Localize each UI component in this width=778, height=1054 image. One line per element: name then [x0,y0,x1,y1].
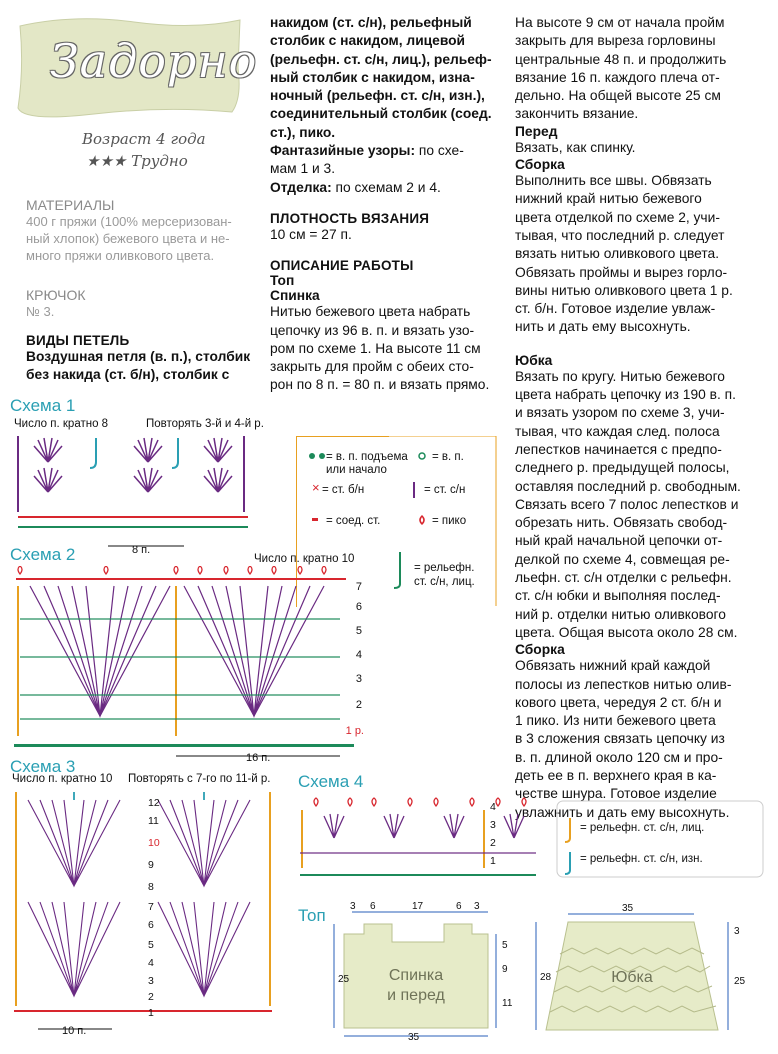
schema2-sc-row [16,578,346,580]
schema4-chart [294,796,544,888]
schema2-row-2: 2 [355,699,362,711]
back2-line-2: закрыть для выреза горловины [515,33,716,49]
stitches-line-3: накидом (ст. с/н), рельефный [270,15,472,30]
back2-line-5: дельно. На общей высоте 25 см [515,88,721,104]
schema3-repeat: Повторять с 7-го по 11-й р. [128,773,271,785]
top-diagram [330,898,520,1043]
assembly-line-6: Обвязать проймы и вырез горло- [515,264,728,280]
schema4-base-row [300,874,536,876]
assembly-line-3: цвета отделкой по схеме 2, учи- [515,209,720,225]
back2-line-3: центральные 48 п. и продолжить [515,51,727,67]
schema3-row-9: 9 [148,859,154,871]
legend-sc: = ст. б/н [322,484,365,496]
patterns-label: Фантазийные узоры: [270,143,416,159]
assembly2-line-5: в 3 сложения связать цепочку из [515,731,725,747]
assembly2-heading: Сборка [515,642,565,658]
stitches-line-2: без накида (ст. б/н), столбик с [26,367,230,383]
materials-line-1: 400 г пряжи (100% мерсеризован- [26,214,232,229]
difficulty-label: ★★★ Трудно [86,152,188,170]
materials-section [26,197,258,264]
back2-line-1: На высоте 9 см от начала пройм [515,15,725,30]
assembly-line-5: вязать нитью оливкового цвета. [515,246,720,262]
schema3-row-2: 2 [148,991,154,1003]
schema3-row-6: 6 [148,919,154,931]
schema3-row-8: 8 [148,881,154,893]
schema2-row-4: 4 [355,649,362,661]
schema3-row-3: 3 [148,975,154,987]
top-heading: Топ [270,273,295,289]
top-dim-2: 6 [370,901,376,912]
legend-chain: = в. п. [432,451,464,463]
stitches-heading: ВИДЫ ПЕТЕЛЬ [26,333,130,348]
schema2-width: 16 п. [246,752,271,762]
stitches-line-4: столбик с накидом, лицевой [270,33,466,49]
schema2-row-1: 1 р. [345,725,364,737]
schema3-title: Схема 3 [10,757,76,776]
stitches-line-7: ночный (рельефн. ст. с/н, изн.), [270,88,485,104]
back-line-2: цепочку из 96 в. п. и вязать узо- [270,322,475,338]
back-line-1: Нитью бежевого цвета набрать [270,304,471,320]
title-banner [14,8,258,122]
schema2-row-7: 7 [355,581,362,593]
materials-line-3: много пряжи оливкового цвета. [26,248,215,263]
assembly2-line-4: 1 пико. Из нити бежевого цвета [515,713,716,729]
back2-line-6: закончить вязание. [515,106,639,122]
skirt-line-14: ний р. отделки нитью оливкового [515,606,726,622]
skirt-line-3: и вязать узором по схеме 3, учи- [515,405,725,421]
stitches-section [26,333,252,385]
assembly-line-4: тывая, что последний р. следует [515,227,725,243]
svg-text:×: × [312,480,320,495]
schema2-picots [18,566,326,574]
schema3-relief [74,792,204,800]
skirt-line-6: следнего р. предыдущей полосы, [515,460,730,476]
legend-relief-front-2: = рельефн. ст. с/н, лиц. [580,822,705,834]
schema1-repeat: Повторять 3-й и 4-й р. [146,418,264,430]
schema1-relief [90,438,178,468]
top-dim-5: 3 [474,901,480,912]
legend-relief-back: = рельефн. ст. с/н, изн. [580,853,703,865]
top-diagram-label-1: Спинка [388,967,444,984]
assembly2-line-7: деть ее в п. верхнего края в ка- [515,767,717,783]
top-diagram-title: Топ [298,906,326,925]
skirt-line-12: льефн. ст. с/н отделки с рельефн. [515,570,732,586]
back-line-3: ром по схеме 1. На высоте 11 см [270,340,481,356]
legend-relief-front: = рельефн. ст. с/н, лиц. [414,562,475,588]
materials-heading: МАТЕРИАЛЫ [26,197,115,213]
schema3-chart [8,786,280,1036]
back-heading: Спинка [270,288,320,304]
assembly-line-2: нижний край нитью бежевого [515,191,702,207]
assembly-line-9: нить и дать ему высохнуть. [515,319,691,335]
stitches-line-1: Воздушная петля (в. п.), столбик [26,349,251,364]
back2-line-4: вязание 16 п. каждого плеча от- [515,69,720,85]
skirt-line-1: Вязать по кругу. Нитью бежевого [515,368,725,384]
legend-picot: = пико [432,515,467,527]
stitches-line-8: соединительный столбик (соед. [270,106,492,122]
skirt-line-8: Связать всего 7 полос лепестков и [515,496,739,512]
top-dim-left: 25 [338,974,350,985]
schema1-fans [34,438,232,492]
schema3-multiple: Число п. кратно 10 [12,773,113,785]
schema1-width: 8 п. [132,544,151,556]
patterns-text-1: по схе- [415,143,464,159]
legend-chain-start: = в. п. подъема или начало [326,451,408,476]
top-dim-right-2: 9 [502,964,508,975]
skirt-line-13: ст. с/н юбки и выполняя послед- [515,588,721,604]
top-dim-right-3: 11 [502,998,513,1009]
schema3-row-5: 5 [148,939,154,951]
gauge-value: 10 см = 27 п. [270,226,352,242]
schema4-row-2: 2 [490,837,496,849]
schema2-row-5: 5 [355,625,362,637]
edging-label: Отделка: [270,179,332,195]
patterns-text-2: мам 1 и 3. [270,161,336,177]
schema1-chain-rows [18,516,248,528]
page-title: Задорно [50,34,258,88]
description-heading: ОПИСАНИЕ РАБОТЫ [270,258,414,274]
assembly2-line-3: кового цвета, чередуя 2 ст. б/н и [515,694,722,710]
stitches-line-6: ный столбик с накидом, изна- [270,69,475,85]
gauge-heading: ПЛОТНОСТЬ ВЯЗАНИЯ [270,210,430,226]
schema2-chart [10,566,364,762]
hook-value: № 3. [26,304,55,319]
assembly2-line-2: полосы из лепестков нитью олив- [515,676,732,692]
stitches-line-9: ст.), пико. [270,124,336,140]
skirt-dim-right-2: 25 [734,976,746,987]
top-dim-1: 3 [350,901,356,912]
age-label: Возраст 4 года [82,130,206,148]
assembly-line-7: вины нитью оливкового цвета 1 р. [515,282,733,298]
edging-text: по схемам 2 и 4. [331,179,441,195]
schema3-width: 10 п. [62,1025,87,1036]
hook-section [26,287,258,320]
right-column [515,14,745,822]
skirt-line-11: делкой по схеме 4, совмещая ре- [515,551,730,567]
skirt-line-7: оставляя последний р. свободным. [515,478,741,494]
schema4-title: Схема 4 [298,772,364,791]
front-text: Вязать, как спинку. [515,139,636,155]
schema3-row-12: 12 [148,797,160,809]
skirt-line-4: тывая, что каждая след. полоса [515,423,720,439]
patterns-line-1 [270,142,502,160]
schema4-row-4: 4 [490,801,496,813]
skirt-line-5: лепестков начинается с предпо- [515,441,722,457]
assembly2-line-8: честве шнура. Готовое изделие [515,786,717,802]
top-dim-right-1: 5 [502,940,508,951]
skirt-line-2: цвета набрать цепочку из 190 в. п. [515,387,736,403]
schema3-row-1: 1 [148,1007,154,1019]
stitches-line-5: (рельефн. ст. с/н, лиц.), рельеф- [270,51,492,67]
front-heading: Перед [515,123,558,139]
top-dim-bottom: 35 [408,1032,420,1043]
skirt-line-9: обрезать нить. Обвязать свобод- [515,515,728,531]
schema4-row-3: 3 [490,819,496,831]
middle-column [270,14,502,395]
top-dim-4: 6 [456,901,462,912]
back-line-5: рон по 8 п. = 80 п. и вязать прямо. [270,377,490,393]
assembly2-line-1: Обвязать нижний край каждой [515,658,711,674]
schema3-row-numbers [148,797,160,1019]
legend2-panel [556,800,766,880]
schema3-sc-row [14,1010,272,1012]
schema2-title: Схема 2 [10,545,76,564]
legend-dc: = ст. с/н [424,484,466,496]
schema4-row-1: 1 [490,855,496,867]
skirt-dim-right-1: 3 [734,926,740,937]
schema2-row-3: 3 [355,673,362,685]
skirt-dim-top: 35 [622,903,634,914]
legend-slip: = соед. ст. [326,515,381,527]
materials-line-2: ный хлопок) бежевого цвета и не- [26,231,230,246]
assembly-heading: Сборка [515,157,565,173]
skirt-diagram-label: Юбка [611,969,653,986]
schema3-row-4: 4 [148,957,154,969]
skirt-dim-left: 28 [540,972,552,983]
assembly2-line-9: увлажнить и дать ему высохнуть. [515,804,730,820]
schema3-petals [28,800,250,996]
assembly-line-1: Выполнить все швы. Обвязать [515,173,712,189]
top-dim-3: 17 [412,901,424,912]
schema4-dc-row [300,852,536,854]
schema2-multiple: Число п. кратно 10 [254,553,355,565]
schema3-row-11: 11 [148,815,159,827]
schema3-edges [16,792,270,1006]
skirt-diagram [532,900,762,1045]
hook-heading: КРЮЧОК [26,287,86,303]
skirt-heading: Юбка [515,352,553,368]
schema1-multiple: Число п. кратно 8 [14,418,109,430]
skirt-line-10: ный край начальной цепочки от- [515,533,723,549]
assembly-line-8: ст. б/н. Готовое изделие увлаж- [515,301,716,317]
schema1-title: Схема 1 [10,396,76,415]
skirt-line-15: цвета. Общая высота около 28 см. [515,624,738,640]
edging-line [270,179,502,197]
schema2-row-6: 6 [355,601,362,613]
schema1-chart [8,432,270,560]
assembly2-line-6: в. п. длиной около 120 см и про- [515,749,723,765]
back-line-4: закрыть для пройм с обеих сто- [270,359,474,375]
schema3-row-7: 7 [148,901,154,913]
schema2-dot-rows [14,618,354,747]
top-diagram-label-2: и перед [387,987,445,1004]
schema3-row-10: 10 [148,837,160,849]
